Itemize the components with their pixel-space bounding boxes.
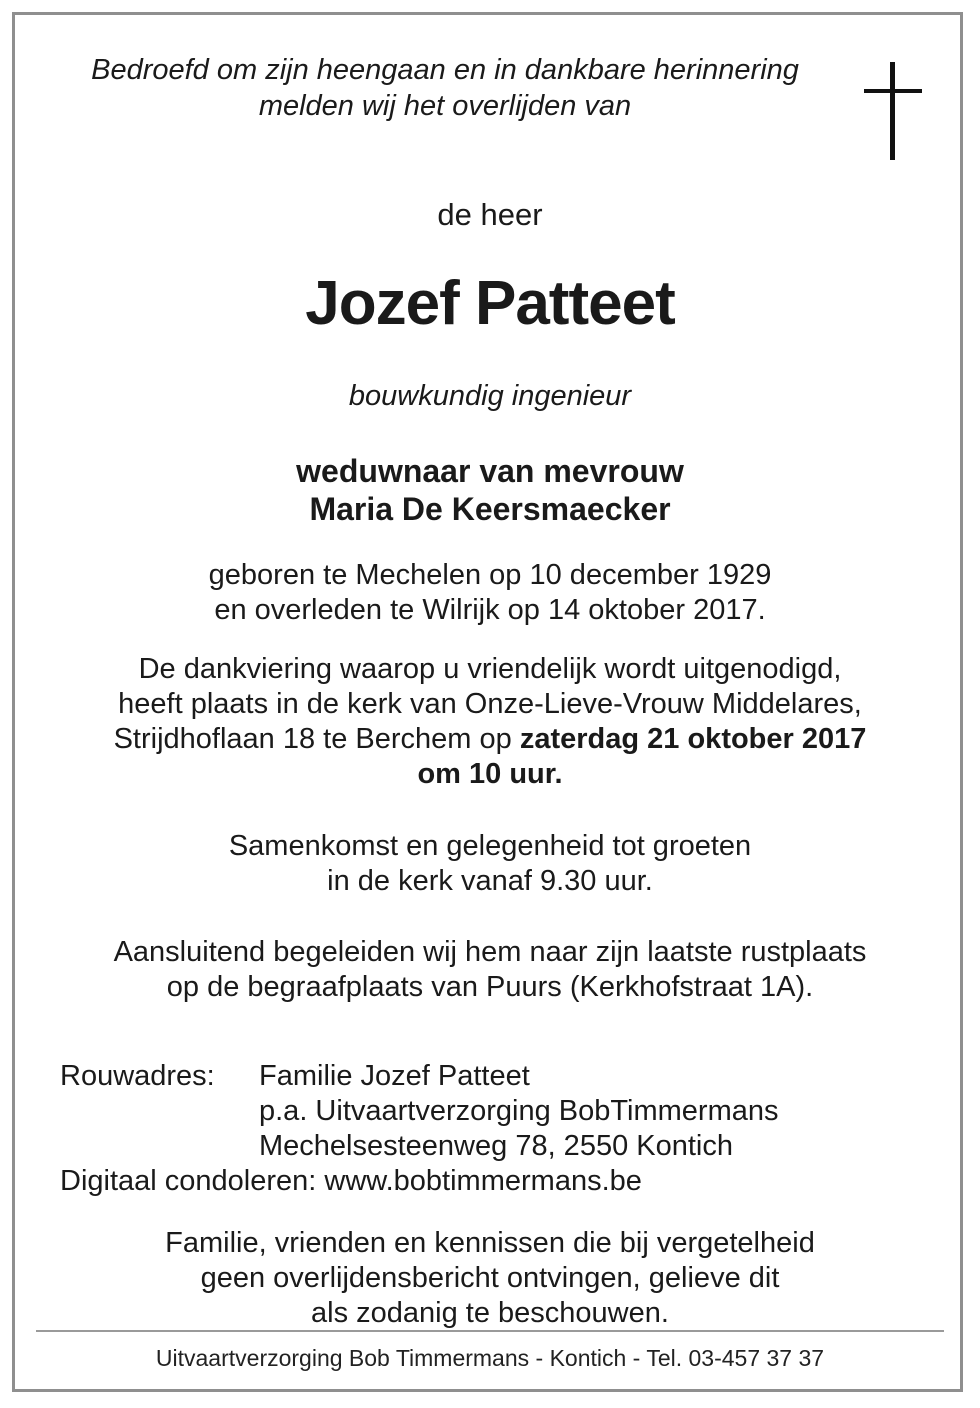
spouse-name: Maria De Keersmaecker bbox=[309, 491, 671, 527]
gathering-line-2: in de kerk vanaf 9.30 uur. bbox=[327, 865, 653, 897]
address-spacer bbox=[60, 1094, 259, 1129]
cross-horizontal-bar bbox=[864, 89, 922, 93]
ceremony-line-1: De dankviering waarop u vriendelijk wordt uitgenodigd, bbox=[138, 653, 842, 685]
ceremony-time: om 10 uur. bbox=[417, 758, 563, 790]
ceremony-line-2: heeft plaats in de kerk van Onze-Lieve-Vrouw Middelares, bbox=[118, 688, 862, 720]
intro-line-1: Bedroefd om zijn heengaan en in dankbare herinnering bbox=[91, 54, 799, 86]
death-line: en overleden te Wilrijk op 14 oktober 2017. bbox=[214, 594, 766, 626]
address-line-3: Mechelsesteenweg 78, 2550 Kontich bbox=[259, 1130, 733, 1162]
address-row-3 bbox=[60, 1129, 779, 1164]
address-label: Rouwadres: bbox=[60, 1060, 215, 1092]
ceremony-location: Strijdhoflaan 18 te Berchem op bbox=[113, 723, 520, 755]
address-spacer bbox=[60, 1129, 259, 1164]
gathering-line-1: Samenkomst en gelegenheid tot groeten bbox=[228, 830, 752, 862]
notice-line-1: Familie, vrienden en kennissen die bij vergetelheid bbox=[165, 1227, 815, 1259]
burial-info bbox=[0, 935, 980, 1005]
address-row-2 bbox=[60, 1094, 779, 1129]
gathering-info bbox=[0, 829, 980, 899]
burial-line-2: op de begraafplaats van Puurs (Kerkhofstraat 1A). bbox=[166, 971, 814, 1003]
honorific: de heer bbox=[437, 197, 543, 232]
mourning-address bbox=[60, 1059, 779, 1199]
intro-text bbox=[0, 52, 890, 124]
address-line-1: Familie Jozef Patteet bbox=[259, 1060, 530, 1092]
notice-line-2: geen overlijdensbericht ontvingen, gelieve dit bbox=[200, 1262, 780, 1294]
ceremony-line-3 bbox=[0, 722, 980, 757]
address-row-1 bbox=[60, 1059, 779, 1094]
birth-line: geboren te Mechelen op 10 december 1929 bbox=[208, 559, 772, 591]
family-notice bbox=[0, 1226, 980, 1331]
deceased-name: Jozef Patteet bbox=[305, 269, 675, 338]
notice-line-3: als zodanig te beschouwen. bbox=[311, 1297, 669, 1329]
cross-icon bbox=[864, 62, 922, 160]
condolence-link[interactable]: Digitaal condoleren: www.bobtimmermans.be bbox=[60, 1165, 642, 1197]
life-dates bbox=[0, 558, 980, 628]
widower-line-1: weduwnaar van mevrouw bbox=[296, 453, 684, 489]
ceremony-date: zaterdag 21 oktober 2017 bbox=[519, 723, 867, 755]
profession: bouwkundig ingenieur bbox=[348, 380, 632, 412]
intro-line-2: melden wij het overlijden van bbox=[258, 90, 632, 122]
burial-line-1: Aansluitend begeleiden wij hem naar zijn laatste rustplaats bbox=[113, 936, 867, 968]
cross-vertical-bar bbox=[890, 62, 895, 160]
address-line-2: p.a. Uitvaartverzorging BobTimmermans bbox=[259, 1095, 779, 1127]
funeral-home-footer: Uitvaartverzorging Bob Timmermans - Kontich - Tel. 03-457 37 37 bbox=[155, 1345, 825, 1371]
footer-divider bbox=[36, 1330, 944, 1332]
ceremony-info bbox=[0, 652, 980, 792]
widower-of bbox=[0, 452, 980, 528]
